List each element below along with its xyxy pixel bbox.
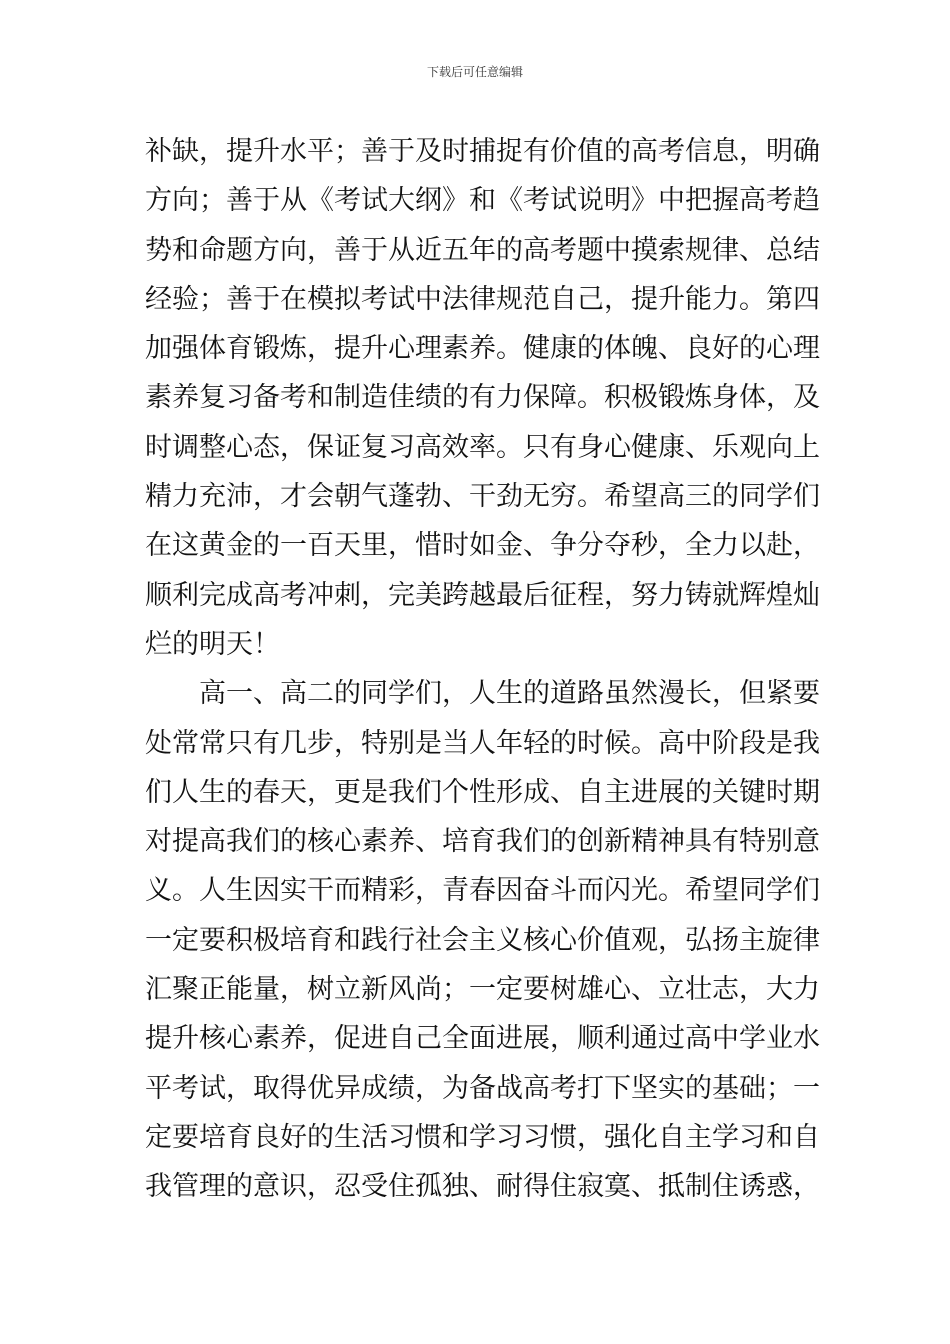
text-line: 烂的明天！ — [145, 628, 280, 660]
text-line: 势和命题方向，善于从近五年的高考题中摸索规律、总结 — [145, 234, 820, 266]
text-line: 平考试，取得优异成绩，为备战高考打下坚实的基础；一 — [145, 1072, 820, 1104]
text-line: 精力充沛，才会朝气蓬勃、干劲无穷。希望高三的同学们 — [145, 481, 820, 513]
text-line: 顺利完成高考冲刺，完美跨越最后征程，努力铸就辉煌灿 — [145, 579, 820, 611]
text-line: 定要培育良好的生活习惯和学习习惯，强化自主学习和自 — [145, 1121, 820, 1153]
text-line: 补缺，提升水平；善于及时捕捉有价值的高考信息，明确 — [145, 136, 820, 167]
text-line: 加强体育锻炼，提升心理素养。健康的体魄、良好的心理 — [145, 333, 820, 365]
text-line: 对提高我们的核心素养、培育我们的创新精神具有特别意 — [145, 826, 820, 858]
page-header: 下载后可任意编辑 — [426, 65, 523, 79]
text-line: 经验；善于在模拟考试中法律规范自己，提升能力。第四 — [145, 283, 820, 315]
text-line: 提升核心素养，促进自己全面进展，顺利通过高中学业水 — [145, 1023, 820, 1055]
text-line: 在这黄金的一百天里，惜时如金、争分夺秒，全力以赴， — [145, 530, 820, 562]
text-line: 一定要积极培育和践行社会主义核心价值观，弘扬主旋律 — [145, 924, 820, 956]
text-line: 处常常只有几步，特别是当人年轻的时候。高中阶段是我 — [145, 727, 820, 759]
text-line: 方向；善于从《考试大纲》和《考试说明》中把握高考趋 — [145, 185, 820, 217]
paragraph-first-line: 高一、高二的同学们，人生的道路虽然漫长，但紧要 — [199, 678, 820, 710]
document-body — [145, 127, 820, 1212]
text-line: 汇聚正能量，树立新风尚；一定要树雄心、立壮志，大力 — [145, 974, 820, 1006]
text-line: 们人生的春天，更是我们个性形成、自主进展的关键时期 — [145, 776, 820, 808]
text-line: 义。人生因实干而精彩，青春因奋斗而闪光。希望同学们 — [145, 875, 820, 907]
text-line: 素养复习备考和制造佳绩的有力保障。积极锻炼身体，及 — [145, 382, 820, 414]
text-line: 我管理的意识，忍受住孤独、耐得住寂寞、抵制住诱惑， — [145, 1171, 820, 1203]
text-line: 时调整心态，保证复习高效率。只有身心健康、乐观向上 — [145, 431, 820, 463]
